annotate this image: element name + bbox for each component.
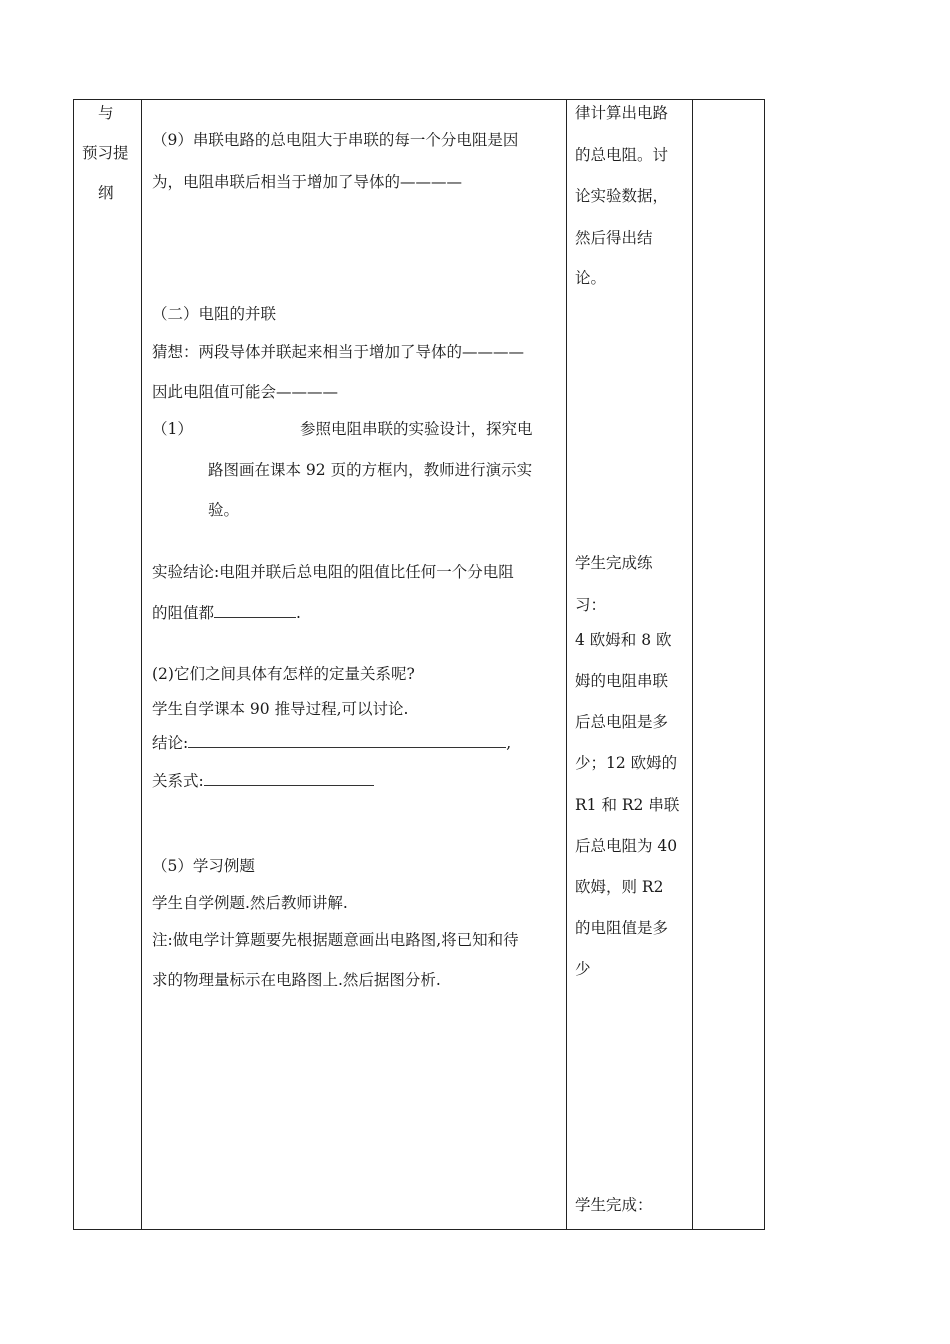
col1-line2: 预习提 xyxy=(82,144,129,162)
p9-line2: 为，电阻串联后相当于增加了导体的———— xyxy=(152,173,463,191)
jielun-comma: , xyxy=(506,734,512,752)
exercise-line6: 少；12 欧姆的 xyxy=(575,754,678,772)
self-study-line: 学生自学课本 90 推导过程,可以讨论. xyxy=(152,700,409,718)
exercise-line4: 姆的电阻串联 xyxy=(575,672,669,690)
column-divider-3 xyxy=(692,100,693,1229)
col1-line3: 纲 xyxy=(98,184,114,202)
relation-blank[interactable] xyxy=(204,771,374,786)
conclusion-line2 xyxy=(152,603,301,623)
side-line5: 论。 xyxy=(575,269,607,287)
item1-line3: 验。 xyxy=(208,501,240,519)
guess-line1: 猜想：两段导体并联起来相当于增加了导体的———— xyxy=(152,343,525,361)
relation-label: 关系式: xyxy=(152,772,204,790)
exercise-line8: 后总电阻为 40 xyxy=(575,837,678,855)
item1-line2: 路图画在课本 92 页的方框内，教师进行演示实 xyxy=(208,461,533,479)
conclusion-period: . xyxy=(296,604,301,622)
student-complete: 学生完成： xyxy=(575,1196,653,1214)
exercise-line7: R1 和 R2 串联 xyxy=(575,796,680,814)
question-2: (2)它们之间具体有怎样的定量关系呢? xyxy=(152,665,415,683)
exercise-line10: 的电阻值是多 xyxy=(575,919,669,937)
jielun-blank[interactable] xyxy=(188,733,506,748)
side-line1: 律计算出电路 xyxy=(575,104,669,122)
note-line1: 注:做电学计算题要先根据题意画出电路图,将已知和待 xyxy=(152,931,519,949)
jielun-line xyxy=(152,733,511,753)
exercise-line3: 4 欧姆和 8 欧 xyxy=(575,631,672,649)
jielun-label: 结论: xyxy=(152,734,189,752)
conclusion-blank[interactable] xyxy=(214,603,296,618)
exercise-line2: 习： xyxy=(575,596,607,614)
column-divider-1 xyxy=(141,100,142,1229)
item1-line1: 参照电阻串联的实验设计，探究电 xyxy=(300,420,533,438)
exercise-line1: 学生完成练 xyxy=(575,554,653,572)
parallel-heading: （二）电阻的并联 xyxy=(152,305,277,323)
p5-heading: （5）学习例题 xyxy=(152,857,255,875)
p9-line1: （9）串联电路的总电阻大于串联的每一个分电阻是因 xyxy=(152,131,519,149)
side-line4: 然后得出结 xyxy=(575,229,653,247)
relation-line xyxy=(152,771,374,791)
conclusion-label: 的阻值都 xyxy=(152,604,215,622)
exercise-line11: 少 xyxy=(575,960,591,978)
side-line3: 论实验数据， xyxy=(575,187,669,205)
exercise-line9: 欧姆，则 R2 xyxy=(575,878,664,896)
guess-line2: 因此电阻值可能会———— xyxy=(152,383,339,401)
item1-number: （1） xyxy=(152,420,193,438)
column-divider-2 xyxy=(566,100,567,1229)
note-line2: 求的物理量标示在电路图上.然后据图分析. xyxy=(152,971,441,989)
conclusion-line1: 实验结论:电阻并联后总电阻的阻值比任何一个分电阻 xyxy=(152,563,514,581)
side-line2: 的总电阻。讨 xyxy=(575,146,669,164)
example-line: 学生自学例题.然后教师讲解. xyxy=(152,894,348,912)
col1-line1: 与 xyxy=(98,104,114,122)
exercise-line5: 后总电阻是多 xyxy=(575,713,669,731)
